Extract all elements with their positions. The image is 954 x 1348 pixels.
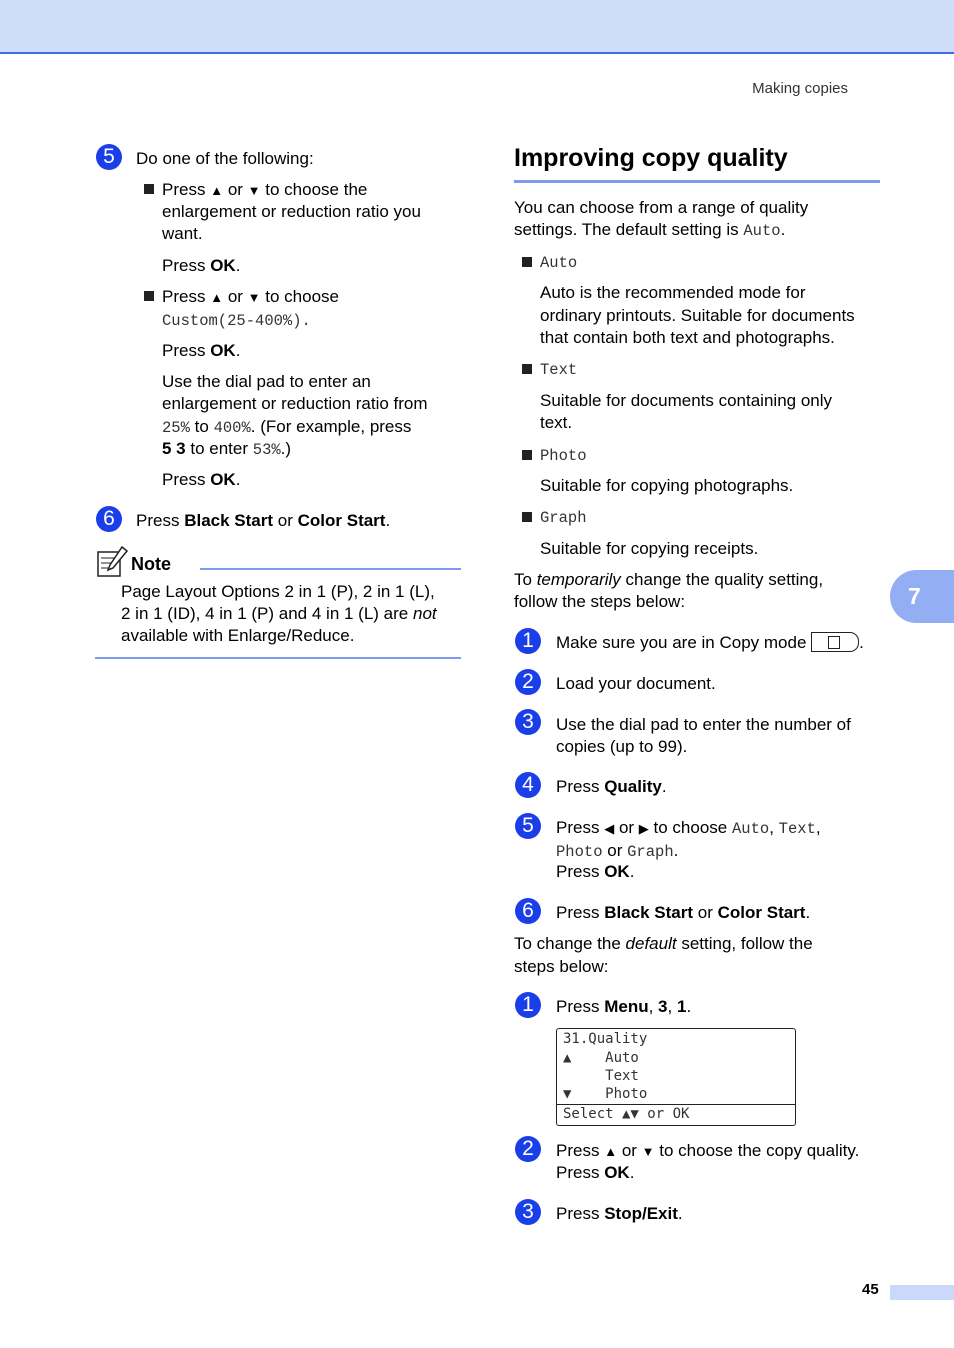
bullet-line: Press ▲ or ▼ to choose the <box>162 180 368 199</box>
step-text: Press Stop/Exit. <box>556 1204 683 1223</box>
step-number: 1 <box>515 992 541 1018</box>
up-arrow-icon: ▲ <box>604 1144 618 1159</box>
note-line: 2 in 1 (ID), 4 in 1 (P) and 4 in 1 (L) are not <box>121 604 437 623</box>
down-arrow-icon: ▼ <box>247 290 261 305</box>
step-text: Do one of the following: <box>136 149 314 168</box>
option-name: Graph <box>540 509 587 527</box>
up-arrow-icon: ▲ <box>210 290 224 305</box>
press-ok-line: Press OK. <box>556 862 635 881</box>
note-line: available with Enlarge/Reduce. <box>121 626 355 645</box>
note-top-rule <box>200 568 461 570</box>
step-number: 2 <box>515 1136 541 1162</box>
down-arrow-icon: ▼ <box>247 183 261 198</box>
bullet-icon <box>522 257 532 267</box>
step-number: 3 <box>515 1199 541 1225</box>
bullet-line: want. <box>162 224 203 243</box>
up-arrow-icon: ▲ <box>210 183 224 198</box>
step-text: Press ▲ or ▼ to choose the copy quality. <box>556 1141 860 1160</box>
step-text: Use the dial pad to enter the number of <box>556 715 851 734</box>
intro-line: settings. The default setting is Auto. <box>514 220 786 240</box>
note-pencil-icon <box>96 546 128 583</box>
step-text: Make sure you are in Copy mode . <box>556 633 864 652</box>
note-line: Page Layout Options 2 in 1 (P), 2 in 1 (L), <box>121 582 435 601</box>
lcd-row: ▼ Photo <box>563 1086 648 1102</box>
option-desc: Suitable for copying photographs. <box>540 476 794 495</box>
para-line: 5 3 to enter 53%.) <box>162 439 292 459</box>
step-number: 6 <box>515 898 541 924</box>
bullet-line: enlargement or reduction ratio you <box>162 202 421 221</box>
step-text: Press Black Start or Color Start. <box>556 903 811 922</box>
section-heading: Improving copy quality <box>514 144 788 172</box>
running-header: Making copies <box>752 80 848 97</box>
bullet-icon <box>144 184 154 194</box>
note-bottom-rule <box>95 657 461 659</box>
bullet-icon <box>522 364 532 374</box>
lcd-row: 31.Quality <box>563 1031 648 1047</box>
para-line: steps below: <box>514 957 609 976</box>
option-desc: Suitable for copying receipts. <box>540 539 759 558</box>
heading-rule <box>514 180 880 183</box>
step-text: Press Quality. <box>556 777 667 796</box>
left-arrow-icon: ◀ <box>604 821 615 836</box>
option-name: Photo <box>540 447 587 465</box>
step-text: Photo or Graph. <box>556 841 679 861</box>
press-ok-line: Press OK. <box>162 256 241 275</box>
bullet-line: Press ▲ or ▼ to choose <box>162 287 340 306</box>
para-line: follow the steps below: <box>514 592 686 611</box>
press-ok-line: Press OK. <box>556 1163 635 1182</box>
para-line: enlargement or reduction ratio from <box>162 394 428 413</box>
step-number: 5 <box>96 144 122 170</box>
para-line: 25% to 400%. (For example, press <box>162 417 412 437</box>
step-text: Press Menu, 3, 1. <box>556 997 692 1016</box>
step-text: Press Black Start or Color Start. <box>136 511 391 530</box>
option-desc: Suitable for documents containing only <box>540 391 833 410</box>
right-arrow-icon: ▶ <box>638 821 649 836</box>
top-banner <box>0 0 954 54</box>
page-footer-bar <box>890 1285 954 1300</box>
step-number: 1 <box>515 628 541 654</box>
step-number: 6 <box>96 506 122 532</box>
step-number: 2 <box>515 669 541 695</box>
bullet-icon <box>522 512 532 522</box>
option-desc: text. <box>540 413 573 432</box>
option-name: Auto <box>540 254 578 272</box>
mono-option: Custom(25-400%). <box>162 312 311 330</box>
para-line: To temporarily change the quality setting, <box>514 570 824 589</box>
down-arrow-icon: ▼ <box>641 1144 655 1159</box>
para-line: To change the default setting, follow the <box>514 934 813 953</box>
lcd-row: Text <box>563 1068 639 1084</box>
option-name: Text <box>540 361 578 379</box>
bullet-icon <box>522 450 532 460</box>
copy-mode-key-icon <box>811 632 859 652</box>
lcd-display <box>556 1028 796 1126</box>
page-number: 45 <box>862 1281 879 1298</box>
step-number: 5 <box>515 813 541 839</box>
step-number: 4 <box>515 772 541 798</box>
option-desc: ordinary printouts. Suitable for documents <box>540 306 855 325</box>
step-text: copies (up to 99). <box>556 737 688 756</box>
option-desc: Auto is the recommended mode for <box>540 283 806 302</box>
option-desc: that contain both text and photographs. <box>540 328 835 347</box>
step-number: 3 <box>515 709 541 735</box>
note-title: Note <box>131 554 171 574</box>
lcd-row: ▲ Auto <box>563 1050 639 1066</box>
bullet-icon <box>144 291 154 301</box>
step-text: Press ◀ or ▶ to choose Auto, Text, <box>556 818 821 838</box>
para-line: Use the dial pad to enter an <box>162 372 371 391</box>
chapter-tab: 7 <box>890 570 954 623</box>
lcd-row: Select ▲▼ or OK <box>563 1106 690 1122</box>
intro-line: You can choose from a range of quality <box>514 198 809 217</box>
step-text: Load your document. <box>556 674 716 693</box>
press-ok-line: Press OK. <box>162 470 241 489</box>
press-ok-line: Press OK. <box>162 341 241 360</box>
